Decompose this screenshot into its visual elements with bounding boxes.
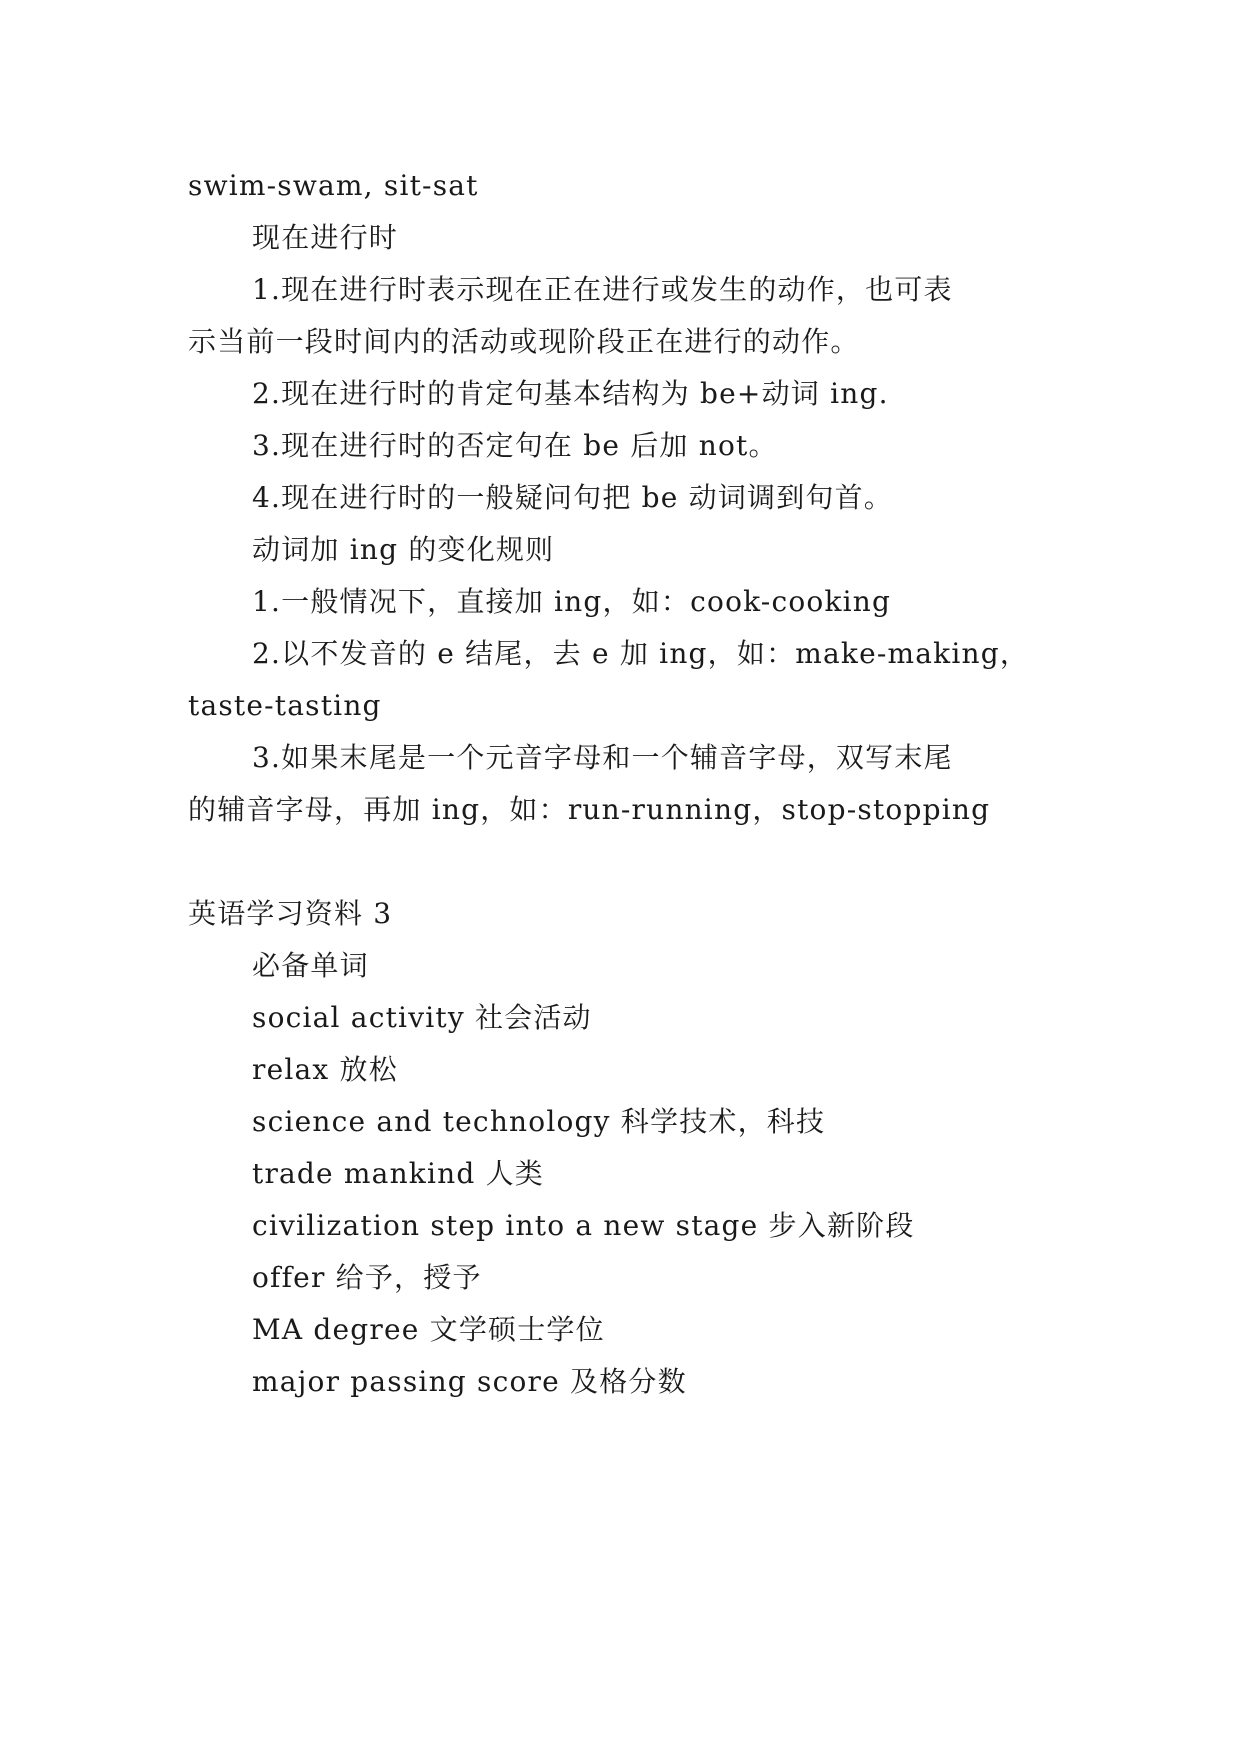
- text-line: swim-swam, sit-sat: [188, 169, 479, 202]
- text-line: 2.现在进行时的肯定句基本结构为 be+动词 ing.: [252, 377, 889, 410]
- vocab-item: science and technology 科学技术，科技: [252, 1105, 826, 1138]
- text-line: 2.以不发音的 e 结尾，去 e 加 ing，如：make-making，: [252, 637, 1030, 670]
- section-heading: 动词加 ing 的变化规则: [252, 533, 555, 566]
- text-line: taste-tasting: [188, 689, 382, 722]
- document-title: 英语学习资料 3: [188, 897, 393, 930]
- vocab-item: MA degree 文学硕士学位: [252, 1313, 605, 1346]
- vocab-item: civilization step into a new stage 步入新阶段: [252, 1209, 915, 1242]
- text-line: 示当前一段时间内的活动或现阶段正在进行的动作。: [188, 325, 860, 358]
- section-heading: 现在进行时: [252, 221, 399, 254]
- text-line: 的辅音字母，再加 ing，如：run-running，stop-stopping: [188, 793, 991, 826]
- text-line: 1.现在进行时表示现在正在进行或发生的动作，也可表: [252, 273, 953, 306]
- text-line: 1.一般情况下，直接加 ing，如：cook-cooking: [252, 585, 892, 618]
- section-heading: 必备单词: [252, 949, 369, 982]
- vocab-item: trade mankind 人类: [252, 1157, 544, 1190]
- text-line: 3.如果末尾是一个元音字母和一个辅音字母，双写末尾: [252, 741, 953, 774]
- vocab-item: offer 给予，授予: [252, 1261, 482, 1294]
- vocab-item: relax 放松: [252, 1053, 398, 1086]
- text-line: 3.现在进行时的否定句在 be 后加 not。: [252, 429, 778, 462]
- text-line: 4.现在进行时的一般疑问句把 be 动词调到句首。: [252, 481, 894, 514]
- vocab-item: major passing score 及格分数: [252, 1365, 687, 1398]
- vocab-item: social activity 社会活动: [252, 1001, 592, 1034]
